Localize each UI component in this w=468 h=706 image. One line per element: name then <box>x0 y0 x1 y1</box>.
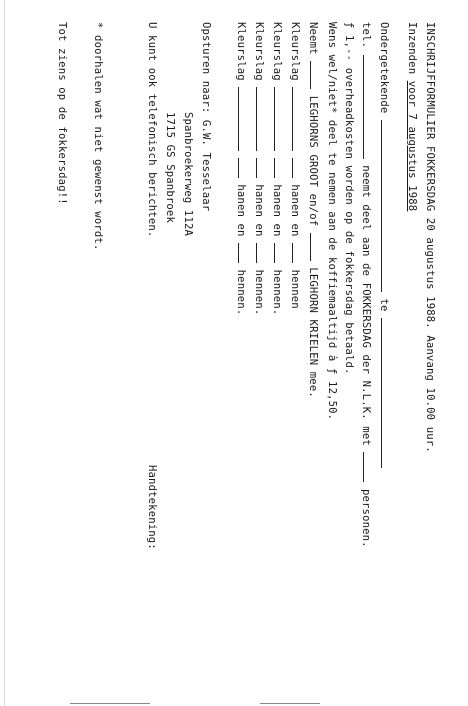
colour-end: hennen. <box>235 269 247 316</box>
colour-label: Kleurslag <box>271 22 283 81</box>
breed-text-2: LEGHORN KRIELEN mee. <box>307 267 319 398</box>
place-blank[interactable] <box>381 318 391 468</box>
colour-mid: hanen en <box>289 184 301 237</box>
breed-text: LEGHORNS GROOT en/of <box>307 95 319 227</box>
tel-line <box>360 22 373 548</box>
undersigned-label: Ondergetekende <box>378 22 390 114</box>
colour-row <box>271 22 284 315</box>
cocks-blank[interactable] <box>238 158 248 178</box>
te-label: te <box>378 298 390 312</box>
hens-blank[interactable] <box>238 243 248 263</box>
colour-blank[interactable] <box>292 87 302 151</box>
hens-blank[interactable] <box>292 243 302 263</box>
persons-label: personen. <box>360 488 372 548</box>
colour-label: Kleurslag <box>253 22 265 81</box>
colour-blank[interactable] <box>274 87 284 151</box>
hens-blank[interactable] <box>256 243 266 263</box>
kriel-count-blank[interactable] <box>310 233 320 261</box>
colour-mid: hanen en <box>235 184 247 237</box>
phone-line: U kunt ook telefonisch berichten. <box>146 22 158 238</box>
cocks-blank[interactable] <box>256 158 266 178</box>
hens-blank[interactable] <box>274 243 284 263</box>
colour-label: Kleurslag <box>235 22 247 81</box>
address-city: 1715 GS Spanbroek <box>164 112 176 223</box>
address-street: Spanbroekerweg 112A <box>182 112 194 237</box>
undersigned-line <box>378 22 391 468</box>
colour-blank[interactable] <box>238 87 248 151</box>
signature-label: Handtekening: <box>146 465 158 550</box>
page-fold-line <box>4 0 5 706</box>
closing-line: Tot ziens op de fokkersdag!! <box>56 22 68 205</box>
colour-row <box>253 22 266 315</box>
colour-end: hennen. <box>253 269 265 316</box>
attend-text: neemt deel aan de FOKKERSDAG der N.L.K. met <box>360 165 372 446</box>
tel-label: tel. <box>360 22 372 49</box>
cocks-blank[interactable] <box>274 158 284 178</box>
coffee-line: Wens wel/niet* deel te nemen aan de koffiemaaltijd à ƒ 12,50. <box>326 22 338 421</box>
deadline-line <box>406 22 418 211</box>
footnote: * doorhalen wat niet gewenst wordt. <box>92 22 104 251</box>
send-to-line: Opsturen naar: G.W. Tesselaar <box>200 22 212 212</box>
colour-mid: hanen en <box>253 184 265 237</box>
deadline-prefix: Inzenden <box>406 22 418 81</box>
colour-label: Kleurslag <box>289 22 301 81</box>
overhead-line: ƒ 1,-- overheadkosten worden op de fokkersdag betaald. <box>343 22 355 375</box>
colour-end: hennen <box>289 269 301 309</box>
form-title: INSCHRIJFFORMULIER FOKKERSDAG 20 augustus 1988. Aanvang 10.00 uur. <box>424 22 436 453</box>
groot-count-blank[interactable] <box>310 61 320 89</box>
cocks-blank[interactable] <box>292 158 302 178</box>
persons-blank[interactable] <box>363 452 373 482</box>
tel-blank[interactable] <box>363 55 373 159</box>
colour-mid: hanen en <box>271 184 283 237</box>
scan-mark <box>70 703 150 704</box>
neemt-label: Neemt <box>307 22 319 55</box>
deadline-date: voor 7 augustus 1988 <box>406 80 418 212</box>
scan-mark <box>260 703 320 704</box>
colour-row <box>289 22 302 309</box>
name-blank[interactable] <box>381 120 391 292</box>
breed-line <box>307 22 320 398</box>
colour-end: hennen. <box>271 269 283 316</box>
colour-blank[interactable] <box>256 87 266 151</box>
colour-row <box>235 22 248 315</box>
